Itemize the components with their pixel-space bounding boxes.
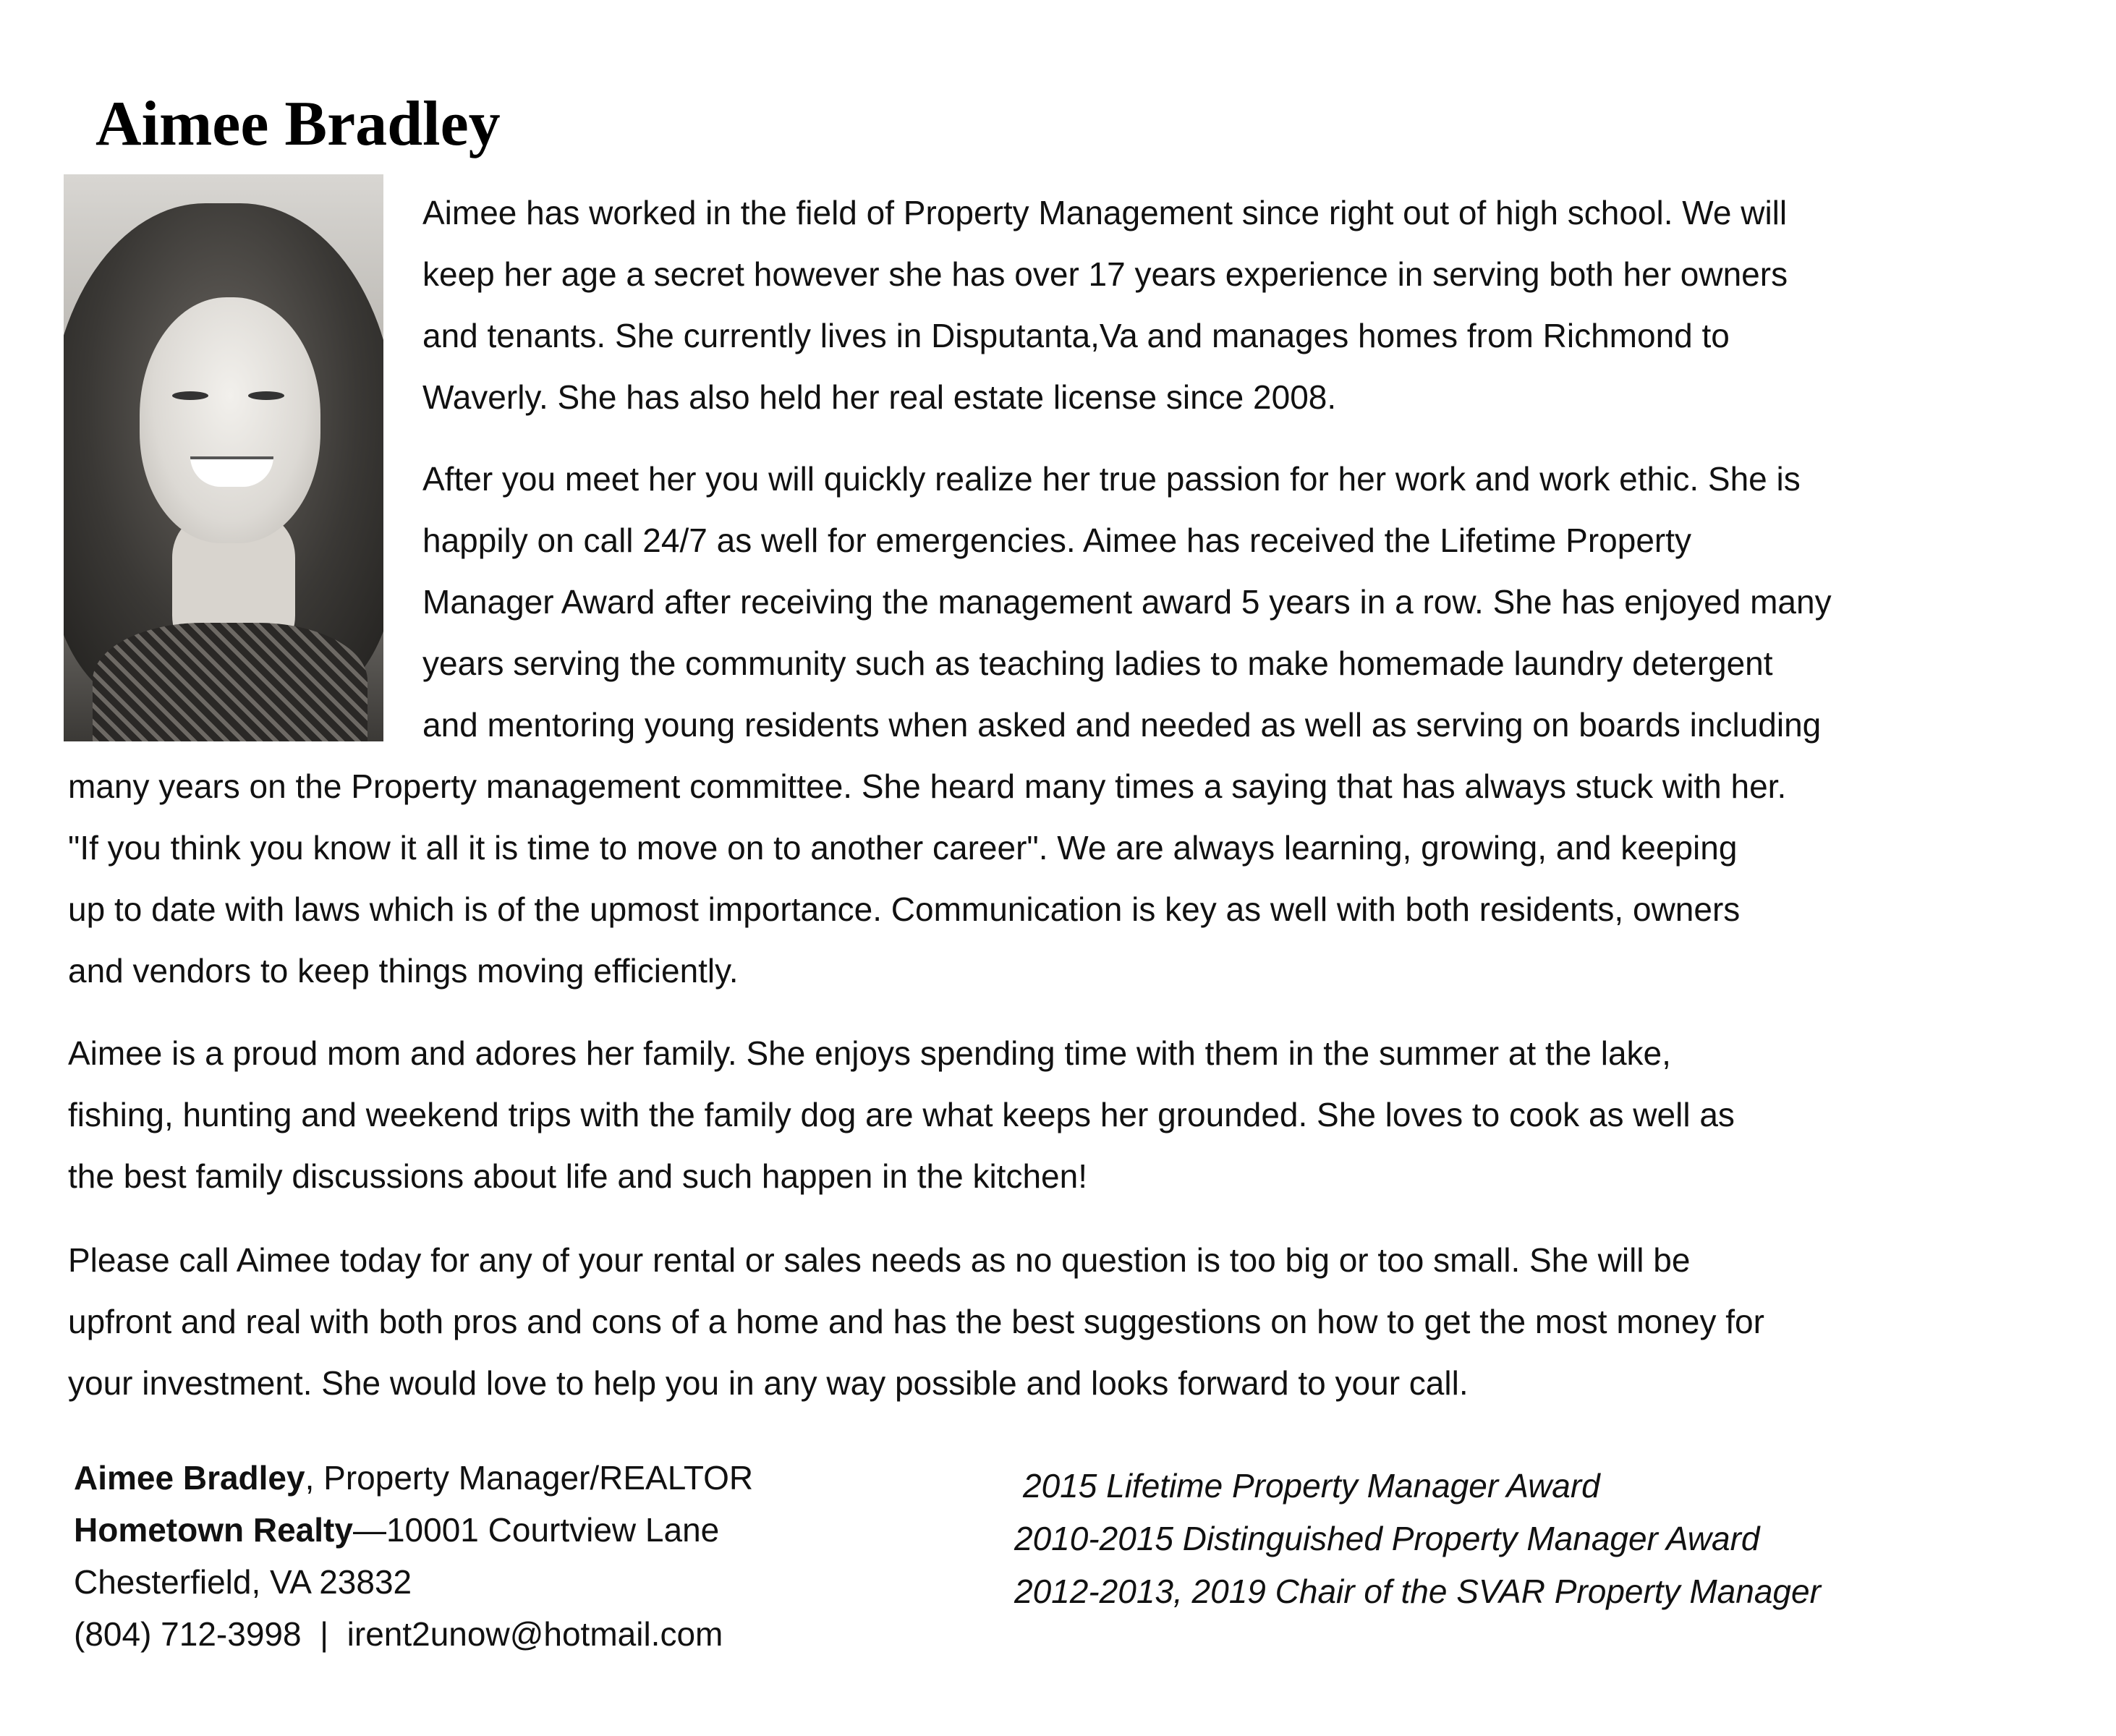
bio-paragraph-2-line: and mentoring young residents when asked and needed as well as serving on boards including [422, 706, 1822, 744]
bio-paragraph-2-line: happily on call 24/7 as well for emergencies. Aimee has received the Lifetime Property [422, 522, 1692, 559]
contact-email[interactable]: irent2unow@hotmail.com [347, 1615, 723, 1653]
awards-list [1014, 1460, 1821, 1618]
bio-paragraph-4-line: Please call Aimee today for any of your rental or sales needs as no question is too big or too small. She will be [68, 1241, 1691, 1279]
page-title: Aimee Bradley [95, 89, 501, 159]
contact-city: Chesterfield, VA 23832 [74, 1563, 412, 1601]
bio-paragraph-2-line: "If you think you know it all it is time to move on to another career". We are always learning, growing, and keeping [68, 829, 1738, 867]
contact-name: Aimee Bradley [74, 1459, 305, 1497]
award-item: 2012-2013, 2019 Chair of the SVAR Property Manager [1014, 1573, 1821, 1610]
bio-paragraph-1-line: and tenants. She currently lives in Disputanta,Va and manages homes from Richmond to [422, 317, 1730, 354]
contact-company: Hometown Realty [74, 1511, 353, 1549]
contact-block [74, 1452, 753, 1660]
contact-role: , Property Manager/REALTOR [305, 1459, 754, 1497]
contact-phone-email-line [74, 1608, 753, 1660]
award-item: 2010-2015 Distinguished Property Manager Award [1014, 1520, 1760, 1557]
separator: | [301, 1615, 347, 1653]
contact-name-line [74, 1452, 753, 1504]
bio-paragraph-2-line: up to date with laws which is of the upmost importance. Communication is key as well with both residents, owners [68, 890, 1741, 928]
bio-paragraph-3-line: Aimee is a proud mom and adores her family. She enjoys spending time with them in the summer at the lake, [68, 1034, 1671, 1072]
bio-paragraph-2-line: many years on the Property management committee. She heard many times a saying that has always stuck with her. [68, 767, 1787, 805]
profile-photo [64, 174, 383, 741]
bio-paragraph-2-line: and vendors to keep things moving efficiently. [68, 952, 739, 990]
bio-paragraph-1-line: keep her age a secret however she has over 17 years experience in serving both her owners [422, 255, 1788, 293]
bio-paragraph-1-line: Aimee has worked in the field of Property Management since right out of high school. We will [422, 194, 1788, 231]
bio-paragraph-4-line: upfront and real with both pros and cons of a home and has the best suggestions on how to get the most money for [68, 1303, 1764, 1340]
bio-paragraph-2-line: Manager Award after receiving the management award 5 years in a row. She has enjoyed many [422, 583, 1832, 621]
bio-paragraph-4-line: your investment. She would love to help you in any way possible and looks forward to your call. [68, 1364, 1469, 1402]
contact-address: —10001 Courtview Lane [352, 1511, 720, 1549]
bio-paragraph-2-line: years serving the community such as teaching ladies to make homemade laundry detergent [422, 644, 1773, 682]
bio-paragraph-3-line: fishing, hunting and weekend trips with the family dog are what keeps her grounded. She loves to cook as well as [68, 1096, 1735, 1133]
bio-paragraph-2-line: After you meet her you will quickly realize her true passion for her work and work ethic. She is [422, 460, 1801, 498]
contact-company-line [74, 1504, 753, 1556]
contact-phone[interactable]: (804) 712-3998 [74, 1615, 302, 1653]
award-item: 2015 Lifetime Property Manager Award [1023, 1467, 1600, 1505]
bio-paragraph-3-line: the best family discussions about life and such happen in the kitchen! [68, 1157, 1087, 1195]
bio-paragraph-1-line: Waverly. She has also held her real estate license since 2008. [422, 378, 1337, 416]
